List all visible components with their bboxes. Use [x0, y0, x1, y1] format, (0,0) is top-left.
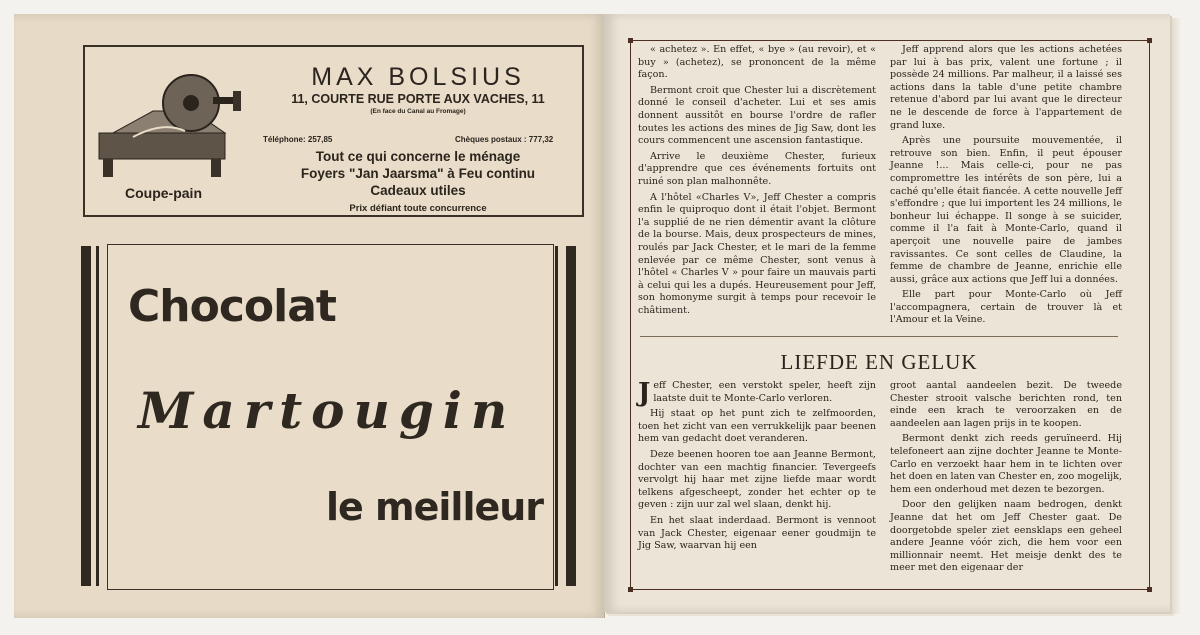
ad-tagline: le meilleur — [326, 485, 544, 529]
right-thin-rule — [555, 246, 558, 586]
frame-corner — [628, 587, 633, 592]
bread-slicer-illustration — [93, 67, 243, 187]
paragraph: Bermont croit que Chester lui a discrètement donné le conseil d'acheter. Lui et ses amis donnent aussitôt en bourse l'ordre de rafler toutes les actions des mines de Jig Saw, dont les cours commencent une ascension fantastique. — [638, 84, 876, 147]
right-page — [604, 14, 1170, 612]
section-heading: LIEFDE EN GELUK — [780, 350, 978, 374]
paragraph: Hij staat op het punt zich te zelfmoorden, toen het zicht van een verrukkelijk paar beenen hem van gedacht doet veranderen. — [638, 408, 876, 445]
paragraph: Jeff apprend alors que les actions achetées par lui à bas prix, valent une fortune ; il possède 24 millions. Par malheur, il a laissé ses actions dans la table d'une petite chambre retenue d'abord par lui avant que le directeur ne le descende de force à l'appartement de grand luxe. — [890, 44, 1122, 131]
dutch-column-right — [890, 380, 1122, 575]
left-page — [14, 14, 605, 618]
ad-title: Chocolat — [128, 281, 336, 332]
chocolat-panel — [107, 244, 554, 590]
paragraph: groot aantal aandeelen bezit. De tweede Chester strooit valsche berichten rond, ten einde een krach te veroorzaken en de aandeelen aan lagen prijs in te koopen. — [890, 380, 1122, 429]
ad-line-3: Cadeaux utiles — [370, 183, 466, 198]
brand-name: Martougin — [138, 381, 517, 440]
company-name: MAX BOLSIUS — [311, 63, 525, 91]
paragraph: Door den gelijken naam bedrogen, denkt Jeanne dat het om Jeff Chester gaat. De doorgetobde speler ziet eensklaps een geheel andere Jeanne vóór zich, die hem voor een millionnair neemt. Het meisje denkt des te meer met den eigenaar der — [890, 499, 1122, 574]
company-address: 11, COURTE RUE PORTE AUX VACHES, 11 — [291, 92, 545, 106]
product-caption: Coupe-pain — [125, 185, 202, 201]
french-column-left — [638, 44, 876, 317]
paragraph: Deze beenen hooren toe aan Jeanne Bermont, dochter van een machtig financier. Tevergeefs vervolgt hij haar met zijne liefde maar wordt telkens afgescheept, zonder het echter op te geven : zijn uur zal wel slaan, denkt hij. — [638, 448, 876, 511]
paragraph: Arrive le deuxième Chester, furieux d'apprendre que ces événements fortuits ont ruiné son plan malhonnête. — [638, 150, 876, 187]
dutch-column-left — [638, 380, 876, 553]
ad-line-2: Foyers "Jan Jaarsma" à Feu continu — [300, 166, 536, 181]
page-edge — [1172, 18, 1182, 614]
paragraph: Bermont denkt zich reeds geruïneerd. Hij telefoneert aan zijne dochter Jeanne te Monte-Carlo en verzoekt haar hem in te lichten over het doen en laten van Chester en, zoo mogelijk, hem een onderhoud met dezen te bezorgen. — [890, 433, 1122, 495]
bolsius-advertisement — [83, 45, 584, 217]
left-thick-rule — [81, 246, 91, 586]
frame-corner — [628, 38, 633, 43]
paragraph-text: eff Chester, een verstokt speler, heeft zijn laatste duit te Monte-Carlo verloren. — [653, 380, 876, 404]
address-note: (En face du Canal au Fromage) — [370, 108, 466, 115]
paragraph: Après une poursuite mouvementée, il retrouve son bien. Enfin, il peut épouser Jeanne !... Mais celle-ci, pour ne pas compromettre les intérêts de son père, lui a caché qu'elle était fiancée. A cette nouvelle Jeff s'effondre ; que lui importent les 24 millions, le bonheur lui échappe. Il songe à se suicider, comme il l'a fait à Monte-Carlo, quand il aperçoit une nouvelle paire de jambes ravissantes. Ce sont celles de Claudine, la femme de chambre de Jeanne, enrichie elle aussi, grâce aux actions que Jeff lui a données. — [890, 135, 1122, 285]
section-divider — [640, 336, 1118, 337]
postal-cheques: Chèques postaux : 777,32 — [455, 135, 554, 144]
price-line: Prix défiant toute concurrence — [349, 203, 487, 214]
telephone: Téléphone: 257,85 — [263, 135, 333, 144]
paragraph — [638, 378, 876, 408]
paragraph: En het slaat inderdaad. Bermont is vennoot van Jack Chester, eigenaar eener goudmijn te Jig Saw, waarvan hij een — [638, 514, 876, 552]
right-thick-rule — [566, 246, 576, 586]
left-thin-rule — [96, 246, 99, 586]
frame-corner — [1147, 38, 1152, 43]
french-column-right — [890, 44, 1122, 327]
ad-line-1: Tout ce qui concerne le ménage — [315, 149, 521, 164]
paragraph: Elle part pour Monte-Carlo où Jeff l'accompagnera, certain de trouver là et l'Amour et la Veine. — [890, 289, 1122, 326]
drop-cap: J — [638, 378, 651, 408]
chocolat-advertisement — [81, 244, 581, 590]
paragraph: A l'hôtel «Charles V», Jeff Chester a compris enfin le quiproquo dont il était l'objet. Bermont l'a supplié de ne rien démentir avant la clôture de la bourse. Mais, deux prospecteurs de mines, roulés par Jack Chester, et le mari de la femme enlevée par ce même Chester, sont venus à l'hôtel « Charles V » pour faire un mauvais parti à celui qui les a dupés. Heureusement pour Jeff, son homonyme surgit à temps pour recevoir le châtiment. — [638, 191, 876, 316]
frame-corner — [1147, 587, 1152, 592]
paragraph: « achetez ». En effet, « bye » (au revoir), et « buy » (achetez), se prononcent de la même façon. — [638, 44, 876, 81]
